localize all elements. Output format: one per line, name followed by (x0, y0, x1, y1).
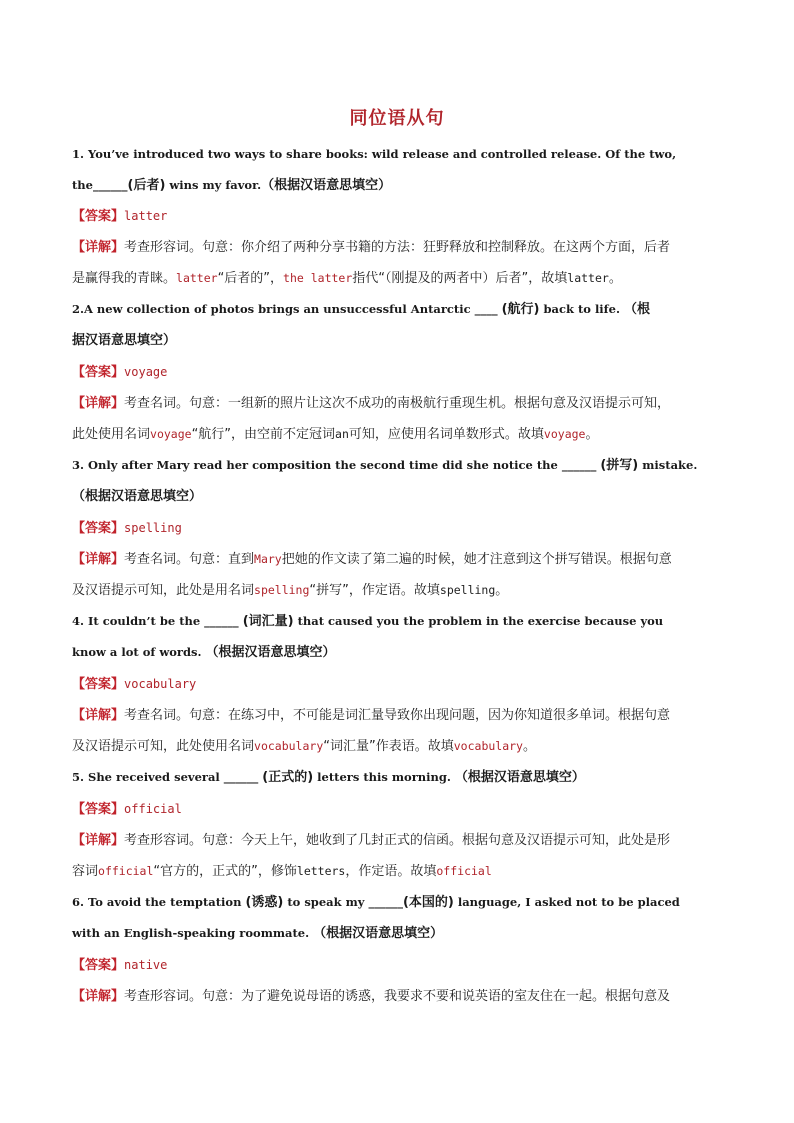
answer-5 (72, 800, 724, 819)
explanation-5-line-2: 容词official“官方的，正式的”，修饰letters，作定语。故填official (72, 864, 492, 879)
question-4-line-1: 4. It couldn’t be the ______ (词汇量) that caused you the problem in the exercise because you (72, 614, 664, 629)
explanation-tag: 【详解】 (72, 708, 125, 723)
answer-1 (72, 207, 724, 226)
answer-value: vocabulary (124, 677, 197, 691)
explanation-5-line-1: 【详解】考查形容词。句意：今天上午，她收到了几封正式的信函。根据句意及汉语提示可知，此处是形 (72, 833, 671, 848)
answer-value: voyage (124, 365, 168, 379)
explanation-4-line-1: 【详解】考查名词。句意：在练习中，不可能是词汇量导致你出现问题，因为你知道很多单词。根据句意 (72, 708, 671, 723)
explanation-2-line-1: 【详解】考查名词。句意：一组新的照片让这次不成功的南极航行重现生机。根据句意及汉语提示可知， (72, 396, 671, 411)
answer-2 (72, 363, 724, 382)
explanation-tag: 【详解】 (72, 396, 125, 411)
question-6-line-1: 6. To avoid the temptation (诱惑) to speak my ______(本国的) language, I asked not to be placed (72, 895, 680, 910)
explanation-tag: 【详解】 (72, 833, 125, 848)
question-1-line-2: the______(后者) wins my favor.（根据汉语意思填空） (72, 178, 392, 193)
explanation-3-line-2: 及汉语提示可知，此处是用名词spelling“拼写”，作定语。故填spelling。 (72, 583, 509, 598)
page-title: 同位语从句 (349, 108, 445, 129)
answer-tag: 【答案】 (72, 365, 125, 380)
answer-tag: 【答案】 (72, 209, 125, 224)
question-5-line-1: 5. She received several ______ (正式的) letters this morning. （根据汉语意思填空） (72, 770, 585, 785)
answer-tag: 【答案】 (72, 677, 125, 692)
question-2-line-2: 据汉语意思填空） (72, 333, 177, 348)
answer-3 (72, 519, 724, 538)
explanation-4-line-2: 及汉语提示可知，此处使用名词vocabulary“词汇量”作表语。故填vocabulary。 (72, 739, 537, 754)
question-4-line-2: know a lot of words. （根据汉语意思填空） (72, 645, 336, 660)
answer-value: spelling (124, 521, 182, 535)
answer-tag: 【答案】 (72, 958, 125, 973)
answer-4 (72, 675, 724, 694)
explanation-1-line-2: 是赢得我的青睐。latter“后者的”，the latter指代“（刚提及的两者中）后者”，故填latter。 (72, 271, 622, 286)
answer-value: native (124, 958, 168, 972)
answer-6 (72, 956, 724, 975)
answer-value: latter (124, 209, 168, 223)
question-6-line-2: with an English-speaking roommate. （根据汉语意思填空） (72, 926, 444, 941)
question-3-line-1: 3. Only after Mary read her composition the second time did she notice the ______ (拼写) mistake. (72, 458, 698, 473)
explanation-tag: 【详解】 (72, 240, 125, 255)
question-3-line-2: （根据汉语意思填空） (72, 489, 203, 504)
answer-tag: 【答案】 (72, 521, 125, 536)
explanation-3-line-1: 【详解】考查名词。句意：直到Mary把她的作文读了第二遍的时候，她才注意到这个拼写错误。根据句意 (72, 552, 672, 567)
explanation-1-line-1: 【详解】考查形容词。句意：你介绍了两种分享书籍的方法：狂野释放和控制释放。在这两个方面，后者 (72, 240, 671, 255)
explanation-tag: 【详解】 (72, 552, 125, 567)
explanation-2-line-2: 此处使用名词voyage“航行”，由空前不定冠词an可知，应使用名词单数形式。故填voyage。 (72, 427, 599, 442)
question-2-line-1: 2.A new collection of photos brings an unsuccessful Antarctic ____ (航行) back to life. （根 (72, 302, 650, 317)
answer-value: official (124, 802, 182, 816)
question-1-line-1: 1. You’ve introduced two ways to share books: wild release and controlled release. Of the two, (72, 147, 677, 161)
explanation-tag: 【详解】 (72, 989, 125, 1004)
explanation-6-line-1: 【详解】考查形容词。句意：为了避免说母语的诱惑，我要求不要和说英语的室友住在一起。根据句意及 (72, 989, 671, 1004)
answer-tag: 【答案】 (72, 802, 125, 817)
